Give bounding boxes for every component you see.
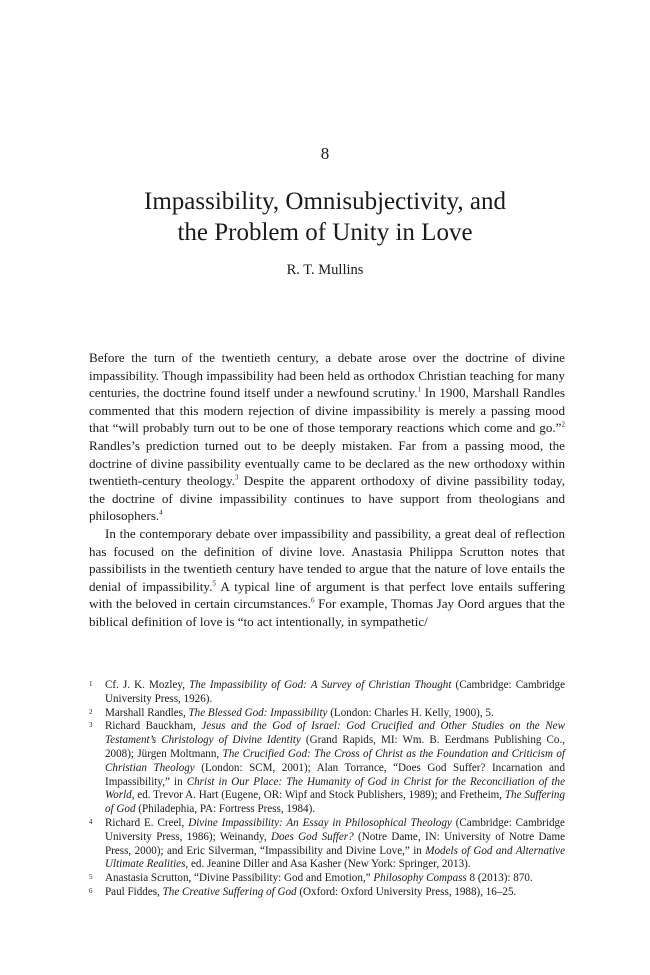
text-run: In the contemporary debate over impassibility and passibility, a great deal of reflection has focused on the definition of divine love. Anastasia Philippa Scrutton notes that passibilists in the twentieth century have tended to argue that the nature of love entails the denial of impassibility. — [89, 525, 565, 594]
text-run: Paul Fiddes, — [105, 885, 163, 898]
italic-title: The Impassibility of God: A Survey of Christian Thought — [189, 679, 452, 691]
text-run: , ed. Jeanine Diller and Asa Kasher (New York: Springer, 2013). — [185, 858, 471, 871]
italic-title: Jesus and the God of Israel: God Crucified and Other Studies on the New Testament’s Christology of Divine Identity — [105, 720, 565, 747]
footnote-text — [105, 679, 565, 707]
text-run: Marshall Randles, — [105, 706, 189, 719]
text-run: (Philadephia, PA: Fortress Press, 1984). — [135, 803, 316, 816]
text-run: (Cambridge: Cambridge University Press, 1926). — [105, 679, 565, 705]
text-run: (Notre Dame, IN: University of Notre Dame Press, 2000); and Eric Silverman, “Impassibility and Divine Love,” in — [105, 830, 565, 857]
footnote — [89, 720, 565, 817]
text-run: Richard Bauckham, — [105, 720, 202, 733]
text-run: (Cambridge: Cambridge University Press, 1986); Weinandy, — [105, 816, 565, 843]
footnote-number: 3 — [89, 721, 93, 730]
text-run: Anastasia Scrutton, “Divine Passibility: God and Emotion,” — [105, 872, 374, 885]
text-run: 8 (2013): 870. — [466, 872, 533, 885]
footnote-text — [105, 872, 565, 886]
chapter-title-line-2: the Problem of Unity in Love — [177, 219, 473, 246]
footnote-text — [105, 720, 565, 817]
text-run: Randles’s prediction turned out to be deeply mistaken. Far from a passing mood, the doctrine of divine passibility eventually came to be declared as the new orthodoxy within twentieth-century theology. — [89, 437, 565, 489]
text-run: A typical line of argument is that perfect love entails suffering with the beloved in certain circumstances. — [89, 578, 565, 612]
text-run: (London: SCM, 2001); Alan Torrance, “Does God Suffer? Incarnation and Impassibility,” in — [105, 761, 565, 788]
footnote — [89, 886, 565, 900]
footnote — [89, 707, 565, 721]
text-run: (London: Charles H. Kelly, 1900), 5. — [327, 706, 494, 719]
text-run: In 1900, Marshall Randles commented that this modern rejection of divine impassibility is merely a passing mood that “will probably turn out to be one of those temporary reactions which come and go.” — [89, 385, 565, 436]
chapter-number: 8 — [320, 144, 330, 163]
italic-title: Does God Suffer? — [270, 830, 354, 843]
text-run: Cf. J. K. Mozley, — [105, 679, 190, 691]
chapter-title-line-1: Impassibility, Omnisubjectivity, and — [144, 188, 506, 215]
text-run: Richard E. Creel, — [105, 816, 189, 829]
chapter-title — [0, 186, 650, 248]
footnotes — [89, 679, 565, 900]
footnote-text — [105, 707, 565, 721]
footnote — [89, 679, 565, 707]
body-text — [89, 349, 565, 631]
footnote-ref: 4 — [159, 508, 163, 517]
italic-title: The Suffering of God — [105, 789, 566, 816]
footnote — [89, 817, 565, 872]
text-run: , ed. Trevor A. Hart (Eugene, OR: Wipf and Stock Publishers, 1989); and Fretheim, — [131, 789, 505, 802]
footnote-ref: 1 — [417, 385, 422, 394]
text-run: Before the turn of the twentieth century, a debate arose over the doctrine of divine impassibility. Though impassibility had been held as orthodox Christian teaching for many centuries, the doctrine found itself under a newfound scrutiny. — [89, 350, 565, 401]
paragraph-1 — [89, 349, 565, 525]
italic-title: Models of God and Alternative Ultimate Realities — [105, 844, 566, 871]
footnote-text — [105, 886, 565, 900]
text-run: (Oxford: Oxford University Press, 1988), 16–25. — [296, 885, 517, 898]
paragraph-2 — [89, 525, 565, 631]
footnote-number: 5 — [89, 873, 93, 882]
footnote-text — [105, 817, 565, 872]
footnote-ref: 5 — [212, 579, 216, 588]
italic-title: The Blessed God: Impassibility — [188, 706, 328, 719]
footnote-number: 6 — [89, 886, 93, 895]
footnote-ref: 3 — [234, 473, 239, 482]
text-run: Despite the apparent orthodoxy of divine passibility today, the doctrine of divine impassibility continues to have support from theologians and philosophers. — [89, 473, 565, 524]
text-run: (Grand Rapids, MI: Wm. B. Eerdmans Publishing Co., 2008); Jürgen Moltmann, — [105, 734, 565, 760]
italic-title: Divine Impassibility: An Essay in Philosophical Theology — [188, 816, 452, 829]
italic-title: The Crucified God: The Cross of Christ as the Foundation and Criticism of Christian Theology — [105, 747, 565, 774]
footnote-number: 1 — [89, 680, 93, 688]
footnote-ref: 6 — [310, 596, 315, 605]
italic-title: The Creative Suffering of God — [162, 885, 297, 898]
footnote-number: 4 — [89, 817, 93, 826]
footnote — [89, 872, 565, 886]
footnote-number: 2 — [89, 707, 93, 716]
text-run: For example, Thomas Jay Oord argues that the biblical definition of love is “to act intentionally, in sympathetic/ — [89, 596, 565, 629]
italic-title: Philosophy Compass — [373, 872, 467, 885]
italic-title: Christ in Our Place: The Humanity of God in Christ for the Reconciliation of the World — [105, 775, 565, 802]
footnote-ref: 2 — [561, 421, 565, 430]
author-name: R. T. Mullins — [286, 262, 364, 278]
